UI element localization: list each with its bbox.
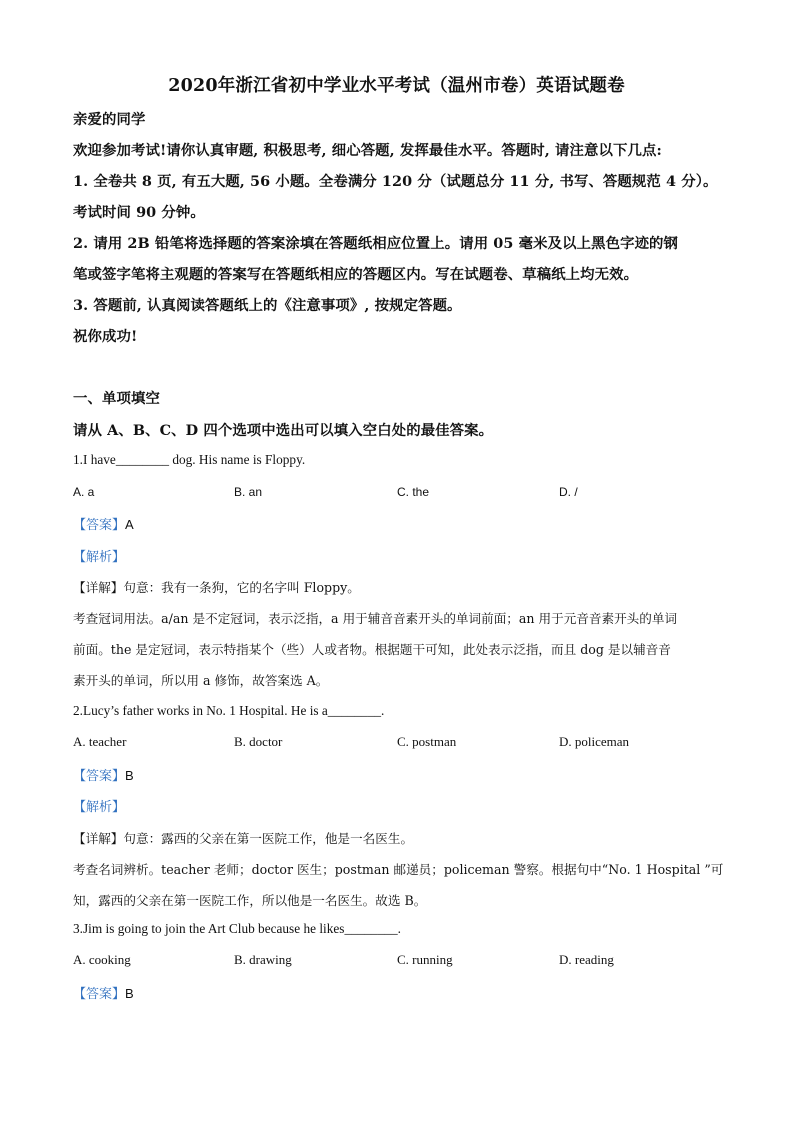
detail-line: 【详解】句意：我有一条狗，它的名字叫 Floppy。: [73, 580, 360, 595]
note-line: 笔或签字笔将主观题的答案写在答题纸相应的答题区内。写在试题卷、草稿纸上均无效。: [73, 266, 639, 283]
answer-line: [73, 983, 134, 1002]
detail-line: 素开头的单词，所以用 a 修饰，故答案选 A。: [73, 673, 329, 688]
analysis-line: [73, 546, 125, 565]
detail-line: 知，露西的父亲在第一医院工作，所以他是一名医生。故选 B。: [73, 893, 427, 908]
note-line: 考试时间 90 分钟。: [73, 204, 205, 221]
section-heading: 一、单项填空: [73, 390, 160, 407]
question-stem: 2.Lucy’s father works in No. 1 Hospital. He is a________.: [73, 703, 385, 718]
option-d: D. reading: [559, 952, 614, 967]
analysis-label: 【解析】: [73, 550, 126, 565]
option-d: D. policeman: [559, 734, 630, 749]
option-d: D. /: [559, 485, 578, 499]
greeting: 亲爱的同学: [73, 111, 146, 128]
note-line: 1. 全卷共 8 页, 有五大题, 56 小题。全卷满分 120 分（试题总分 11 分, 书写、答题规范 4 分）。: [73, 173, 718, 190]
note-line: 2. 请用 2B 铅笔将选择题的答案涂填在答题纸相应位置上。请用 05 毫米及以上黑色字迹的钢: [73, 235, 679, 252]
note-line: 3. 答题前, 认真阅读答题纸上的《注意事项》, 按规定答题。: [73, 297, 462, 314]
detail-line: 考查冠词用法。a/an 是不定冠词，表示泛指，a 用于辅音音素开头的单词前面；an 用于元音音素开头的单词: [73, 611, 678, 626]
option-a: A. a: [73, 485, 95, 499]
question-stem: 1.I have________ dog. His name is Floppy.: [73, 452, 306, 467]
question-stem: 3.Jim is going to join the Art Club because he likes________.: [73, 921, 401, 936]
answer-line: [73, 514, 134, 533]
answer-label: 【答案】: [73, 518, 126, 533]
detail-line: 考查名词辨析。teacher 老师；doctor 医生；postman 邮递员；policeman 警察。根据句中“No. 1 Hospital ”可: [73, 862, 724, 877]
detail-line: 前面。the 是定冠词，表示特指某个（些）人或者物。根据题干可知，此处表示泛指，而且 dog 是以辅音音: [73, 642, 671, 657]
option-b: B. an: [234, 485, 263, 499]
page-title: 2020年浙江省初中学业水平考试（温州市卷）英语试题卷: [168, 76, 625, 96]
closing-line: 祝你成功!: [73, 328, 138, 345]
detail-line: 【详解】句意：露西的父亲在第一医院工作，他是一名医生。: [73, 831, 414, 846]
answer-line: [73, 765, 134, 784]
analysis-line: [73, 796, 125, 815]
option-c: C. running: [397, 952, 453, 967]
option-b: B. drawing: [234, 952, 292, 967]
analysis-label: 【解析】: [73, 800, 126, 815]
answer-value: A: [125, 517, 134, 532]
answer-value: B: [125, 986, 134, 1001]
option-a: A. teacher: [73, 734, 127, 749]
section-instruction: 请从 A、B、C、D 四个选项中选出可以填入空白处的最佳答案。: [73, 422, 494, 439]
option-c: C. the: [397, 485, 430, 499]
option-a: A. cooking: [73, 952, 131, 967]
answer-value: B: [125, 768, 134, 783]
intro-text: 欢迎参加考试!请你认真审题, 积极思考, 细心答题, 发挥最佳水平。答题时, 请注意以下几点:: [73, 142, 662, 159]
option-c: C. postman: [397, 734, 457, 749]
answer-label: 【答案】: [73, 769, 126, 784]
option-b: B. doctor: [234, 734, 283, 749]
answer-label: 【答案】: [73, 987, 126, 1002]
